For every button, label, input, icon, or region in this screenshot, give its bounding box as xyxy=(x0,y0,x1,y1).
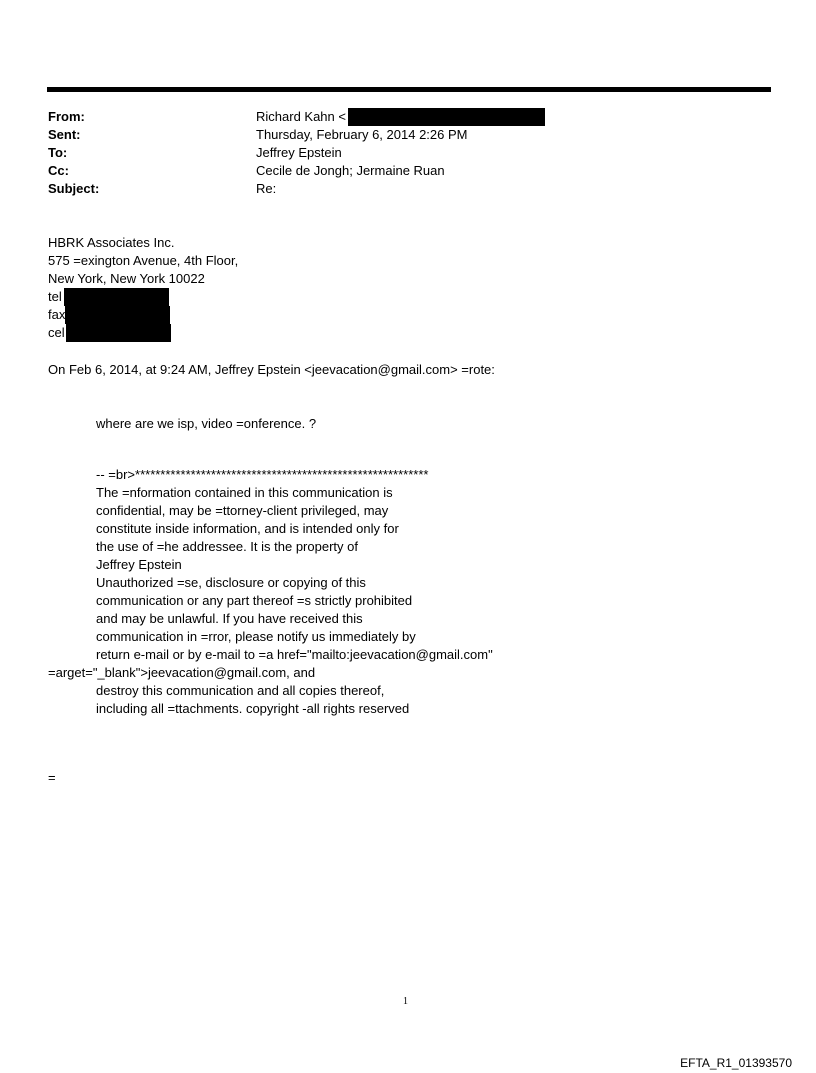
disclaimer-line: communication or any part thereof =s strictly prohibited xyxy=(96,593,413,608)
subject-label: Subject: xyxy=(48,181,100,196)
disclaimer-line: destroy this communication and all copies thereof, xyxy=(96,683,385,698)
cel-label: cel xyxy=(48,325,65,340)
signature-block xyxy=(48,234,238,342)
disclaimer-line: confidential, may be =ttorney-client privileged, may xyxy=(96,503,389,518)
disclaimer-line: the use of =he addressee. It is the property of xyxy=(96,539,358,554)
disclaimer-line: The =nformation contained in this communication is xyxy=(96,485,393,500)
document-id: EFTA_R1_01393570 xyxy=(680,1056,792,1070)
subject-row xyxy=(48,180,545,198)
tel-label: tel xyxy=(48,289,62,304)
address-line: 575 =exington Avenue, 4th Floor, xyxy=(48,253,239,268)
disclaimer-line: including all =ttachments. copyright -all rights reserved xyxy=(96,701,410,716)
quote-intro: On Feb 6, 2014, at 9:24 AM, Jeffrey Epstein <jeevacation@gmail.com> =rote: xyxy=(48,362,495,377)
to-value: Jeffrey Epstein xyxy=(256,145,342,160)
to-row xyxy=(48,144,545,162)
subject-value: Re: xyxy=(256,181,277,196)
from-name: Richard Kahn < xyxy=(256,109,346,124)
sent-row xyxy=(48,126,545,144)
to-label: To: xyxy=(48,145,68,160)
sent-label: Sent: xyxy=(48,127,81,142)
email-header xyxy=(48,108,545,198)
from-label: From: xyxy=(48,109,85,124)
disclaimer-line: constitute inside information, and is intended only for xyxy=(96,521,399,536)
sent-value: Thursday, February 6, 2014 2:26 PM xyxy=(256,127,468,142)
address-line: New York, New York 10022 xyxy=(48,271,205,286)
disclaimer-line: communication in =rror, please notify us immediately by xyxy=(96,629,416,644)
cel-line xyxy=(48,324,238,342)
fax-label: fax xyxy=(48,307,66,322)
tel-line xyxy=(48,288,238,306)
page-number: 1 xyxy=(403,996,408,1007)
header-rule xyxy=(47,87,771,92)
disclaimer-line: return e-mail or by e-mail to =a href="mailto:jeevacation@gmail.com" xyxy=(96,647,493,662)
redaction-block xyxy=(65,306,170,324)
trailer-text: = xyxy=(48,770,56,785)
redaction-block xyxy=(64,288,169,306)
company-name: HBRK Associates Inc. xyxy=(48,235,175,250)
disclaimer-block xyxy=(48,466,493,718)
redaction-block xyxy=(66,324,171,342)
redaction-block xyxy=(348,108,545,126)
disclaimer-line: -- =br>********************************************************** xyxy=(96,467,429,482)
quoted-message: where are we isp, video =onference. ? xyxy=(96,416,317,431)
from-value xyxy=(256,108,545,126)
cc-value: Cecile de Jongh; Jermaine Ruan xyxy=(256,163,445,178)
disclaimer-line: =arget="_blank">jeevacation@gmail.com, and xyxy=(48,665,316,680)
disclaimer-line: and may be unlawful. If you have received this xyxy=(96,611,363,626)
disclaimer-line: Jeffrey Epstein xyxy=(96,557,182,572)
disclaimer-line: Unauthorized =se, disclosure or copying of this xyxy=(96,575,366,590)
cc-label: Cc: xyxy=(48,163,69,178)
cc-row xyxy=(48,162,545,180)
from-row xyxy=(48,108,545,126)
fax-line xyxy=(48,306,238,324)
